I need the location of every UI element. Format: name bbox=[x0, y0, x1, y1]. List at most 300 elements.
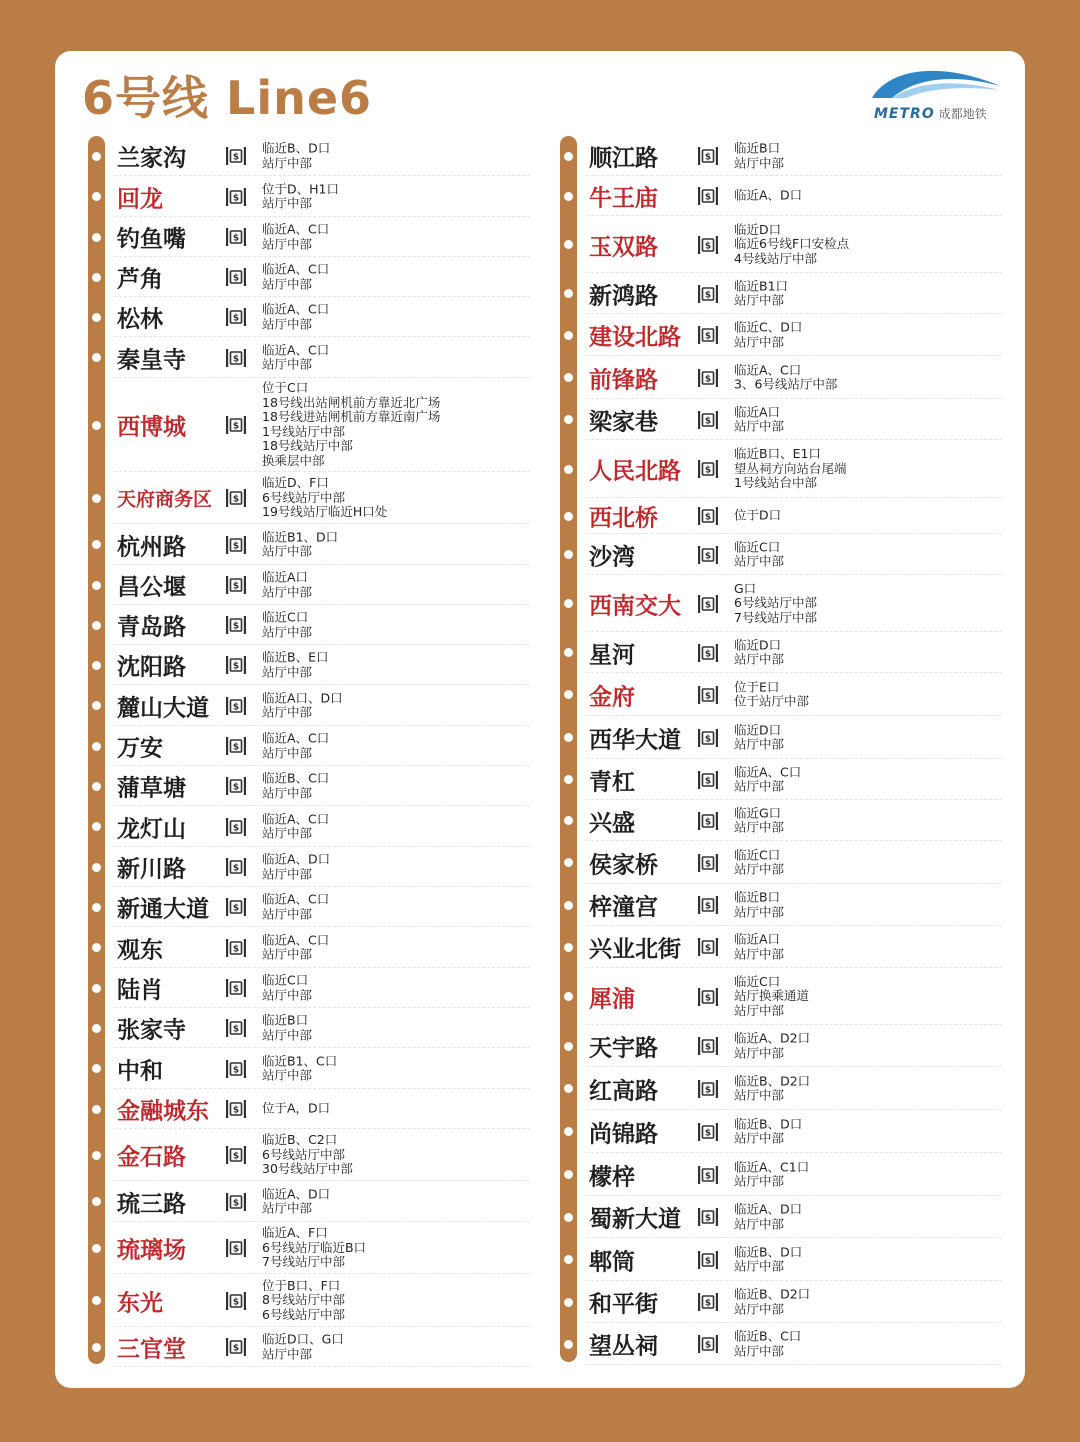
station-name: 琉璃场 bbox=[117, 1237, 186, 1264]
station-row bbox=[80, 1089, 530, 1129]
station-info-line: 站厅中部 bbox=[262, 276, 313, 291]
station-dot-icon bbox=[89, 491, 104, 506]
station-name: 郫筒 bbox=[589, 1249, 635, 1275]
station-name: 望丛祠 bbox=[589, 1333, 658, 1360]
station-name: 人民北路 bbox=[589, 458, 681, 485]
station-info bbox=[734, 1245, 802, 1274]
station-dot-icon bbox=[561, 645, 576, 660]
station-name: 西南交大 bbox=[589, 593, 681, 619]
station-info-line: 临近D口 bbox=[734, 636, 782, 652]
svg-text:$: $ bbox=[704, 551, 712, 562]
station-info-line: 站厅中部 bbox=[734, 904, 785, 919]
station-info bbox=[734, 540, 784, 569]
svg-text:$: $ bbox=[704, 290, 712, 301]
station-dot-icon bbox=[561, 1210, 576, 1225]
station-info bbox=[734, 141, 784, 170]
station-column-right bbox=[552, 136, 1002, 1362]
station-info-line: 临近B、D口 bbox=[734, 1115, 803, 1131]
station-info-line: 位于A，D口 bbox=[262, 1100, 331, 1116]
ticket-gate-icon bbox=[697, 367, 719, 389]
station-dot-icon bbox=[89, 1021, 104, 1036]
station-row bbox=[552, 800, 1002, 841]
station-info-line: 1号线站台中部 bbox=[734, 475, 817, 491]
svg-text:$: $ bbox=[704, 734, 712, 745]
station-row bbox=[80, 176, 530, 217]
station-name: 建设北路 bbox=[589, 324, 681, 351]
station-row bbox=[80, 524, 530, 565]
svg-text:$: $ bbox=[704, 152, 712, 163]
svg-text:$: $ bbox=[232, 621, 240, 632]
station-row bbox=[552, 273, 1002, 314]
station-info-line: 临近6号线F口安检点 bbox=[734, 236, 850, 252]
station-row bbox=[552, 440, 1002, 498]
station-row bbox=[552, 314, 1002, 356]
station-info-line: 站厅中部 bbox=[734, 861, 785, 877]
station-info bbox=[262, 1102, 330, 1117]
svg-text:$: $ bbox=[704, 943, 712, 954]
station-info bbox=[262, 650, 328, 679]
ticket-gate-icon bbox=[697, 894, 719, 916]
station-dot-icon bbox=[89, 350, 104, 365]
svg-text:$: $ bbox=[232, 1343, 240, 1354]
station-info-line: 临近D、F口 bbox=[262, 475, 329, 491]
svg-text:$: $ bbox=[704, 859, 712, 870]
station-dot-icon bbox=[561, 547, 576, 562]
station-info-line: 临近A、C口 bbox=[262, 931, 330, 947]
station-info-line: 站厅中部 bbox=[734, 1130, 785, 1146]
station-info-line: 站厅中部 bbox=[734, 418, 785, 434]
station-row bbox=[80, 378, 530, 472]
station-info bbox=[734, 723, 784, 752]
ticket-gate-icon bbox=[697, 544, 719, 566]
station-info-line: 临近B口 bbox=[734, 140, 781, 156]
station-info-line: 临近B、C口 bbox=[734, 1328, 802, 1344]
station-name: 麓山大道 bbox=[117, 695, 209, 721]
ticket-gate-icon bbox=[225, 1290, 247, 1312]
station-dot-icon bbox=[561, 855, 576, 870]
station-info bbox=[262, 141, 330, 170]
station-dot-icon bbox=[561, 462, 576, 477]
station-info-line: 临近B口 bbox=[734, 889, 781, 905]
station-row bbox=[80, 1129, 530, 1181]
station-info-line: 临近B1口 bbox=[734, 277, 789, 293]
station-row bbox=[552, 1196, 1002, 1238]
ticket-gate-icon bbox=[697, 1206, 719, 1228]
svg-text:$: $ bbox=[704, 1128, 712, 1139]
station-info-line: 19号线站厅临近H口处 bbox=[262, 504, 388, 520]
station-row bbox=[552, 716, 1002, 759]
station-info-line: 站厅中部 bbox=[262, 704, 313, 720]
ticket-gate-icon bbox=[225, 1098, 247, 1120]
svg-text:$: $ bbox=[704, 1340, 712, 1351]
station-name: 尚锦路 bbox=[589, 1121, 658, 1147]
ticket-gate-icon bbox=[697, 986, 719, 1008]
station-row bbox=[552, 1281, 1002, 1323]
station-info bbox=[734, 765, 801, 794]
station-info bbox=[262, 933, 329, 962]
station-info-line: 临近C口 bbox=[734, 846, 781, 862]
station-name: 三官堂 bbox=[117, 1336, 186, 1363]
station-row bbox=[80, 1274, 530, 1327]
svg-text:$: $ bbox=[704, 512, 712, 523]
ticket-gate-icon bbox=[697, 234, 719, 256]
station-row bbox=[80, 685, 530, 726]
station-info bbox=[734, 1287, 810, 1316]
station-name: 陆肖 bbox=[117, 977, 163, 1004]
station-info-line: 站厅中部 bbox=[262, 1067, 313, 1083]
station-name: 侯家桥 bbox=[589, 852, 658, 878]
station-info-line: 临近B口 bbox=[262, 1012, 309, 1028]
station-info-line: 临近D口、G口 bbox=[262, 1331, 344, 1347]
station-info bbox=[734, 932, 784, 961]
station-dot-icon bbox=[561, 370, 576, 385]
station-dot-icon bbox=[89, 270, 104, 285]
svg-text:$: $ bbox=[704, 241, 712, 252]
svg-text:$: $ bbox=[704, 993, 712, 1004]
station-row bbox=[552, 498, 1002, 534]
station-dot-icon bbox=[89, 1340, 104, 1355]
station-info-line: 站厅中部 bbox=[734, 1343, 785, 1358]
svg-text:$: $ bbox=[232, 863, 240, 874]
station-info-line: 临近A、C口 bbox=[262, 301, 330, 317]
station-dot-icon bbox=[89, 940, 104, 955]
ticket-gate-icon bbox=[697, 409, 719, 431]
station-dot-icon bbox=[89, 1061, 104, 1076]
station-name: 天宇路 bbox=[589, 1035, 658, 1062]
station-info-line: 站厅中部 bbox=[734, 651, 785, 667]
ticket-gate-icon bbox=[225, 1058, 247, 1080]
station-info-line: 6号线站厅中部 bbox=[734, 595, 817, 611]
station-name: 西北桥 bbox=[589, 505, 658, 532]
station-info bbox=[734, 223, 849, 267]
station-row bbox=[80, 1181, 530, 1222]
metro-logo-icon bbox=[868, 64, 1002, 104]
svg-text:$: $ bbox=[704, 374, 712, 385]
station-name: 东光 bbox=[117, 1290, 163, 1316]
station-dot-icon bbox=[561, 813, 576, 828]
station-info-line: 位于C口 bbox=[262, 380, 309, 396]
station-info-line: 站厅中部 bbox=[734, 292, 785, 308]
ticket-gate-icon bbox=[697, 727, 719, 749]
station-info-line: 站厅中部 bbox=[734, 946, 785, 961]
station-dot-icon bbox=[561, 989, 576, 1004]
station-info-line: 临近B、C口 bbox=[262, 770, 330, 786]
station-row bbox=[80, 927, 530, 968]
station-name: 钓鱼嘴 bbox=[117, 226, 186, 253]
station-info bbox=[262, 1279, 345, 1323]
station-info bbox=[262, 1226, 366, 1270]
station-info bbox=[734, 582, 817, 626]
ticket-gate-icon bbox=[697, 1291, 719, 1313]
station-info bbox=[734, 189, 802, 204]
station-info-line: 30号线站厅中部 bbox=[262, 1161, 353, 1177]
station-row bbox=[552, 575, 1002, 632]
station-row bbox=[552, 216, 1002, 273]
ticket-gate-icon bbox=[697, 458, 719, 480]
svg-text:$: $ bbox=[232, 661, 240, 672]
ticket-gate-icon bbox=[225, 226, 247, 248]
station-name: 回龙 bbox=[117, 186, 163, 212]
ticket-gate-icon bbox=[697, 145, 719, 167]
station-row bbox=[552, 673, 1002, 716]
station-info-line: 6号线站厅中部 bbox=[262, 1146, 345, 1162]
station-name: 金府 bbox=[589, 684, 635, 710]
station-info-line: 站厅中部 bbox=[262, 946, 313, 962]
ticket-gate-icon bbox=[225, 1237, 247, 1259]
station-info-line: 站厅中部 bbox=[262, 866, 313, 881]
svg-text:$: $ bbox=[704, 465, 712, 476]
station-dot-icon bbox=[561, 596, 576, 611]
ticket-gate-icon bbox=[697, 936, 719, 958]
ticket-gate-icon bbox=[225, 574, 247, 596]
ticket-gate-icon bbox=[697, 1078, 719, 1100]
station-info bbox=[262, 381, 440, 469]
station-dot-icon bbox=[89, 149, 104, 164]
ticket-gate-icon bbox=[225, 654, 247, 676]
station-info-line: 7号线站厅中部 bbox=[734, 609, 817, 625]
svg-text:$: $ bbox=[704, 331, 712, 342]
ticket-gate-icon bbox=[225, 534, 247, 556]
station-dot-icon bbox=[561, 730, 576, 745]
station-info-line: 站厅中部 bbox=[734, 155, 785, 170]
station-row bbox=[552, 399, 1002, 440]
svg-text:$: $ bbox=[232, 152, 240, 163]
station-info-line: 站厅中部 bbox=[734, 778, 785, 794]
ticket-gate-icon bbox=[225, 775, 247, 797]
svg-text:$: $ bbox=[704, 416, 712, 427]
station-dot-icon bbox=[89, 578, 104, 593]
svg-text:$: $ bbox=[232, 354, 240, 365]
station-name: 梁家巷 bbox=[589, 409, 658, 435]
station-dot-icon bbox=[89, 981, 104, 996]
ticket-gate-icon bbox=[225, 306, 247, 328]
station-info-line: 临近G口 bbox=[734, 804, 782, 820]
ticket-gate-icon bbox=[225, 735, 247, 757]
station-dot-icon bbox=[561, 509, 576, 524]
station-info-line: 临近A、D口 bbox=[734, 187, 803, 203]
station-info-line: 站厅中部 bbox=[262, 584, 313, 599]
station-info-line: 临近B口、E1口 bbox=[734, 446, 821, 462]
ticket-gate-icon bbox=[697, 185, 719, 207]
station-dot-icon bbox=[561, 149, 576, 164]
svg-text:$: $ bbox=[232, 494, 240, 505]
station-info bbox=[262, 343, 329, 372]
station-info bbox=[262, 1332, 344, 1361]
station-row bbox=[80, 847, 530, 887]
svg-text:$: $ bbox=[704, 1042, 712, 1053]
station-info-line: 6号线站厅临近B口 bbox=[262, 1239, 367, 1255]
station-info-line: 站厅中部 bbox=[262, 236, 313, 251]
station-name: 犀浦 bbox=[589, 986, 635, 1012]
station-dot-icon bbox=[561, 898, 576, 913]
station-info-line: 临近D口 bbox=[734, 721, 782, 737]
station-name: 松林 bbox=[117, 306, 163, 333]
ticket-gate-icon bbox=[697, 1249, 719, 1271]
station-info-line: 站厅中部 bbox=[262, 543, 313, 559]
station-dot-icon bbox=[89, 618, 104, 633]
station-dot-icon bbox=[89, 189, 104, 204]
station-name: 昌公堰 bbox=[117, 574, 186, 601]
svg-text:$: $ bbox=[232, 581, 240, 592]
station-name: 观东 bbox=[117, 937, 163, 963]
station-row bbox=[80, 297, 530, 337]
station-name: 张家寺 bbox=[117, 1017, 186, 1044]
station-info-line: 临近A、D口 bbox=[262, 851, 331, 867]
station-name: 万安 bbox=[117, 735, 163, 762]
ticket-gate-icon bbox=[225, 937, 247, 959]
svg-text:$: $ bbox=[232, 782, 240, 793]
ticket-gate-icon bbox=[225, 347, 247, 369]
station-info bbox=[262, 182, 339, 211]
station-name: 青岛路 bbox=[117, 614, 186, 641]
station-info-line: 临近A、D口 bbox=[262, 1185, 331, 1201]
station-name: 杭州路 bbox=[117, 534, 186, 560]
station-name: 和平街 bbox=[589, 1291, 658, 1318]
station-info-line: 临近A、C口 bbox=[262, 221, 330, 237]
station-info bbox=[734, 1117, 802, 1146]
station-info-line: 站厅中部 bbox=[262, 356, 313, 372]
station-info-line: 位于D、H1口 bbox=[262, 180, 339, 196]
station-row bbox=[552, 1067, 1002, 1110]
ticket-gate-icon bbox=[225, 816, 247, 838]
station-dot-icon bbox=[89, 1293, 104, 1308]
station-info bbox=[262, 222, 329, 251]
station-name: 蒲草塘 bbox=[117, 775, 186, 802]
station-name: 玉双路 bbox=[589, 234, 658, 260]
station-name: 西华大道 bbox=[589, 727, 681, 753]
station-info bbox=[734, 405, 784, 434]
station-row bbox=[80, 1008, 530, 1048]
station-row bbox=[80, 472, 530, 524]
svg-text:$: $ bbox=[232, 541, 240, 552]
station-row bbox=[80, 136, 530, 176]
station-dot-icon bbox=[89, 418, 104, 433]
station-name: 新通大道 bbox=[117, 896, 209, 923]
svg-text:$: $ bbox=[704, 192, 712, 203]
ticket-gate-icon bbox=[225, 414, 247, 436]
ticket-gate-icon bbox=[225, 695, 247, 717]
station-info-line: 站厅中部 bbox=[262, 987, 313, 1002]
station-info-line: 临近C口 bbox=[734, 973, 781, 989]
station-name: 顺江路 bbox=[589, 145, 658, 172]
station-dot-icon bbox=[561, 1252, 576, 1267]
station-dot-icon bbox=[89, 739, 104, 754]
station-name: 西博城 bbox=[117, 414, 186, 441]
station-name: 沙湾 bbox=[589, 544, 635, 570]
station-dot-icon bbox=[561, 286, 576, 301]
station-name: 青杠 bbox=[589, 769, 635, 795]
ticket-gate-icon bbox=[225, 896, 247, 918]
station-info bbox=[262, 812, 329, 841]
station-info-line: 临近A、C口 bbox=[262, 341, 330, 357]
station-info-line: 临近B、C2口 bbox=[262, 1132, 338, 1148]
station-info-line: 临近B1、D口 bbox=[262, 528, 339, 544]
station-info bbox=[734, 320, 802, 349]
svg-text:$: $ bbox=[232, 421, 240, 432]
ticket-gate-icon bbox=[697, 769, 719, 791]
station-row bbox=[552, 759, 1002, 800]
station-info-line: 站厅中部 bbox=[262, 664, 313, 679]
station-row bbox=[552, 136, 1002, 176]
station-info bbox=[262, 1013, 312, 1042]
station-name: 天府商务区 bbox=[117, 488, 213, 511]
station-dot-icon bbox=[89, 698, 104, 713]
station-info bbox=[262, 892, 329, 921]
station-info bbox=[262, 302, 329, 331]
station-dot-icon bbox=[89, 819, 104, 834]
station-info-line: 临近B、D2口 bbox=[734, 1072, 811, 1088]
station-row bbox=[552, 534, 1002, 575]
station-dot-icon bbox=[561, 1124, 576, 1139]
svg-text:$: $ bbox=[704, 901, 712, 912]
svg-text:$: $ bbox=[704, 817, 712, 828]
station-info-line: 4号线站厅中部 bbox=[734, 250, 817, 266]
station-name: 新鸿路 bbox=[589, 283, 658, 309]
station-name: 秦皇寺 bbox=[117, 347, 186, 373]
station-name: 梓潼宫 bbox=[589, 894, 658, 921]
station-dot-icon bbox=[89, 658, 104, 673]
svg-text:$: $ bbox=[704, 600, 712, 611]
station-info bbox=[262, 852, 330, 881]
station-info-line: 站厅中部 bbox=[734, 736, 785, 752]
svg-text:$: $ bbox=[704, 776, 712, 787]
station-name: 琉三路 bbox=[117, 1191, 186, 1217]
station-info-line: 站厅中部 bbox=[262, 1346, 313, 1361]
station-info-line: 临近C口 bbox=[262, 609, 309, 625]
ticket-gate-icon bbox=[225, 1191, 247, 1213]
station-name: 龙灯山 bbox=[117, 816, 186, 842]
station-info-line: 6号线站厅中部 bbox=[262, 489, 345, 505]
svg-text:$: $ bbox=[232, 313, 240, 324]
station-info-line: 站厅中部 bbox=[734, 1045, 785, 1060]
station-row bbox=[80, 257, 530, 297]
station-info bbox=[262, 262, 329, 291]
ticket-gate-icon bbox=[225, 977, 247, 999]
station-dot-icon bbox=[89, 1241, 104, 1256]
station-info-line: 18号线进站闸机前方靠近南广场 bbox=[262, 409, 441, 425]
station-info-line: 3、6号线站厅中部 bbox=[734, 376, 838, 392]
svg-text:$: $ bbox=[232, 273, 240, 284]
station-info-line: 站厅中部 bbox=[734, 1301, 785, 1316]
station-dot-icon bbox=[561, 237, 576, 252]
station-info bbox=[262, 610, 312, 639]
station-row bbox=[80, 726, 530, 766]
svg-text:$: $ bbox=[232, 1024, 240, 1035]
ticket-gate-icon bbox=[697, 684, 719, 706]
station-info bbox=[262, 771, 329, 800]
station-info-line: 临近A、D口 bbox=[734, 1201, 803, 1217]
station-info bbox=[734, 890, 784, 919]
station-row bbox=[80, 968, 530, 1008]
svg-text:$: $ bbox=[232, 1198, 240, 1209]
station-info bbox=[734, 638, 784, 667]
ticket-gate-icon bbox=[697, 593, 719, 615]
station-name: 牛王庙 bbox=[589, 185, 658, 212]
station-info-line: 望丛祠方向站台尾端 bbox=[734, 460, 847, 476]
station-name: 金石路 bbox=[117, 1144, 186, 1171]
station-row bbox=[552, 356, 1002, 399]
station-dot-icon bbox=[561, 328, 576, 343]
station-row bbox=[552, 926, 1002, 968]
station-info-line: 站厅中部 bbox=[262, 155, 313, 170]
svg-text:$: $ bbox=[232, 1065, 240, 1076]
station-row bbox=[80, 1048, 530, 1089]
station-info-line: 1号线站厅中部 bbox=[262, 424, 345, 439]
station-info-line: 临近C口 bbox=[262, 972, 309, 988]
station-info-line: 临近A、C口 bbox=[262, 891, 330, 907]
station-name: 兰家沟 bbox=[117, 145, 186, 172]
station-row bbox=[80, 887, 530, 927]
